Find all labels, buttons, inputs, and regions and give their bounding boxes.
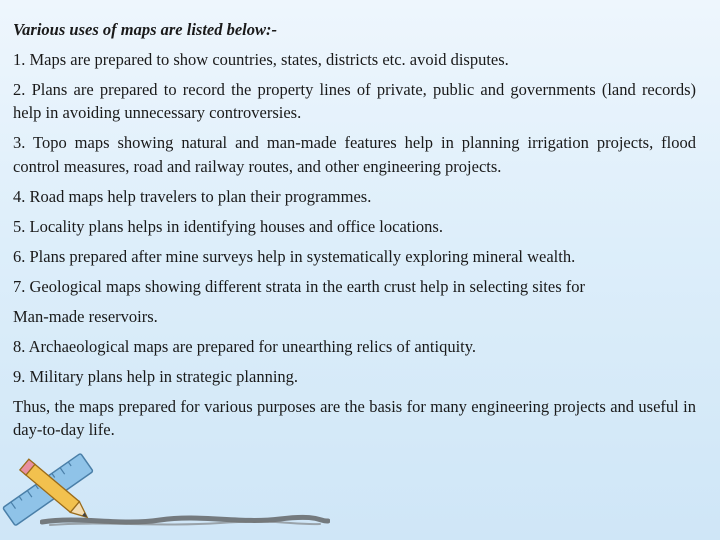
- list-item: 2. Plans are prepared to record the property lines of private, public and governments (land records) help in avoiding unnecessary controversies.: [13, 79, 696, 122]
- closing-paragraph: Thus, the maps prepared for various purposes are the basis for many engineering projects and useful in day-to-day life.: [13, 396, 696, 439]
- brush-stroke-decoration: [40, 512, 330, 530]
- slide-content: [13, 18, 696, 448]
- list-item: 1. Maps are prepared to show countries, states, districts etc. avoid disputes.: [13, 49, 509, 69]
- list-item: 3. Topo maps showing natural and man-made features help in planning irrigation projects, flood control measures, road and railway routes, and other engineering projects.: [13, 133, 696, 176]
- list-item: Man-made reservoirs.: [13, 306, 158, 326]
- list-item: 7. Geological maps showing different strata in the earth crust help in selecting sites for: [13, 276, 585, 296]
- list-item: 6. Plans prepared after mine surveys help in systematically exploring mineral wealth.: [13, 246, 576, 266]
- slide-heading: Various uses of maps are listed below:-: [13, 20, 278, 39]
- list-item: 8. Archaeological maps are prepared for unearthing relics of antiquity.: [13, 336, 477, 356]
- list-item: 4. Road maps help travelers to plan their programmes.: [13, 186, 372, 206]
- list-item: 9. Military plans help in strategic planning.: [13, 366, 299, 386]
- list-item: 5. Locality plans helps in identifying houses and office locations.: [13, 216, 443, 236]
